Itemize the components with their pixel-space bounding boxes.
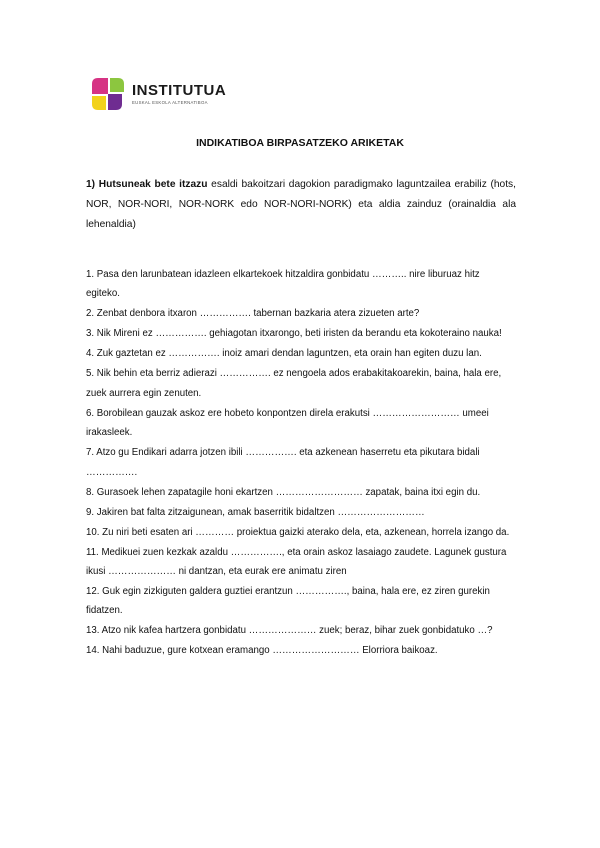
exercise-list <box>86 265 516 661</box>
logo-subtitle: EUSKAL ESKOLA ALTERNATIBOA <box>132 100 208 105</box>
logo-green-shape <box>110 78 124 92</box>
exercise-sentence-10: 10. Zu niri beti esaten ari ………… proiektua gaizki aterako dela, eta, azkenean, horrela izango da. <box>86 526 510 538</box>
document-title: INDIKATIBOA BIRPASATZEKO ARIKETAK <box>196 137 404 149</box>
institutua-logo-icon <box>88 72 128 112</box>
exercise-sentence-12: 12. Guk egin zizkiguten galdera guztiei erantzun ……………., baina, hala ere, ez ziren gurekin fidatzen. <box>86 586 490 617</box>
exercise-sentence-5: 5. Nik behin eta berriz adierazi ……………. ez nengoela ados erabakitakoarekin, baina, hala ere, zuek aurrera egin zenuten. <box>86 368 502 399</box>
logo-magenta-shape <box>92 78 108 94</box>
logo-name: INSTITUTUA <box>132 82 227 99</box>
exercise-sentence-13: 13. Atzo nik kafea hartzera gonbidatu ………………… zuek; beraz, bihar zuek gonbidatuko …? <box>86 625 493 637</box>
exercise-sentence-2: 2. Zenbat denbora itxaron ……………. tabernan bazkaria atera zizueten arte? <box>86 308 420 320</box>
exercise-sentence-1: 1. Pasa den larunbatean idazleen elkartekoek hitzaldira gonbidatu ……….. nire liburuaz hitz egiteko. <box>86 269 480 300</box>
exercise-sentence-14: 14. Nahi baduzue, gure kotxean eramango ……………………… Elorriora baikoaz. <box>86 645 438 657</box>
exercise-sentence-3: 3. Nik Mireni ez ……………. gehiagotan itxarongo, beti iristen da berandu eta kokoteraino nauka! <box>86 328 502 340</box>
exercise-instruction <box>86 175 516 235</box>
exercise-sentence-6: 6. Borobilean gauzak askoz ere hobeto konpontzen direla erakutsi ……………………… umeei irakasleek. <box>86 407 489 439</box>
instruction-text: esaldi bakoitzari dagokion paradigmako laguntzailea erabiliz (hots, NOR, NOR-NORI, NOR-NORK edo NOR-NORI-NORK) eta aldia zainduz (orainaldia ala lehenaldia) <box>86 179 516 230</box>
exercise-sentence-9: 9. Jakiren bat falta zitzaigunean, amak baserritik bidaltzen ……………………… <box>86 506 425 518</box>
institutua-logo <box>88 72 228 112</box>
logo-purple-shape <box>108 94 122 110</box>
instruction-label: 1) Hutsuneak bete itzazu <box>86 179 208 190</box>
exercise-sentence-8: 8. Gurasoek lehen zapatagile honi ekartzen ……………………… zapatak, baina itxi egin du. <box>86 486 481 498</box>
logo-yellow-shape <box>92 96 106 110</box>
exercise-sentence-11: 11. Medikuei zuen kezkak azaldu ……………., eta orain askoz lasaiago zaudete. Lagunek gustura ikusi ………………… ni dantzan, eta eurak ere animatu ziren <box>86 546 507 578</box>
exercise-sentence-7: 7. Atzo gu Endikari adarra jotzen ibili ……………. eta azkenean haserretu eta pikutara bidali ……………. <box>86 447 480 478</box>
exercise-sentence-4: 4. Zuk gaztetan ez ……………. inoiz amari dendan laguntzen, eta orain han egiten duzu lan. <box>86 348 482 360</box>
